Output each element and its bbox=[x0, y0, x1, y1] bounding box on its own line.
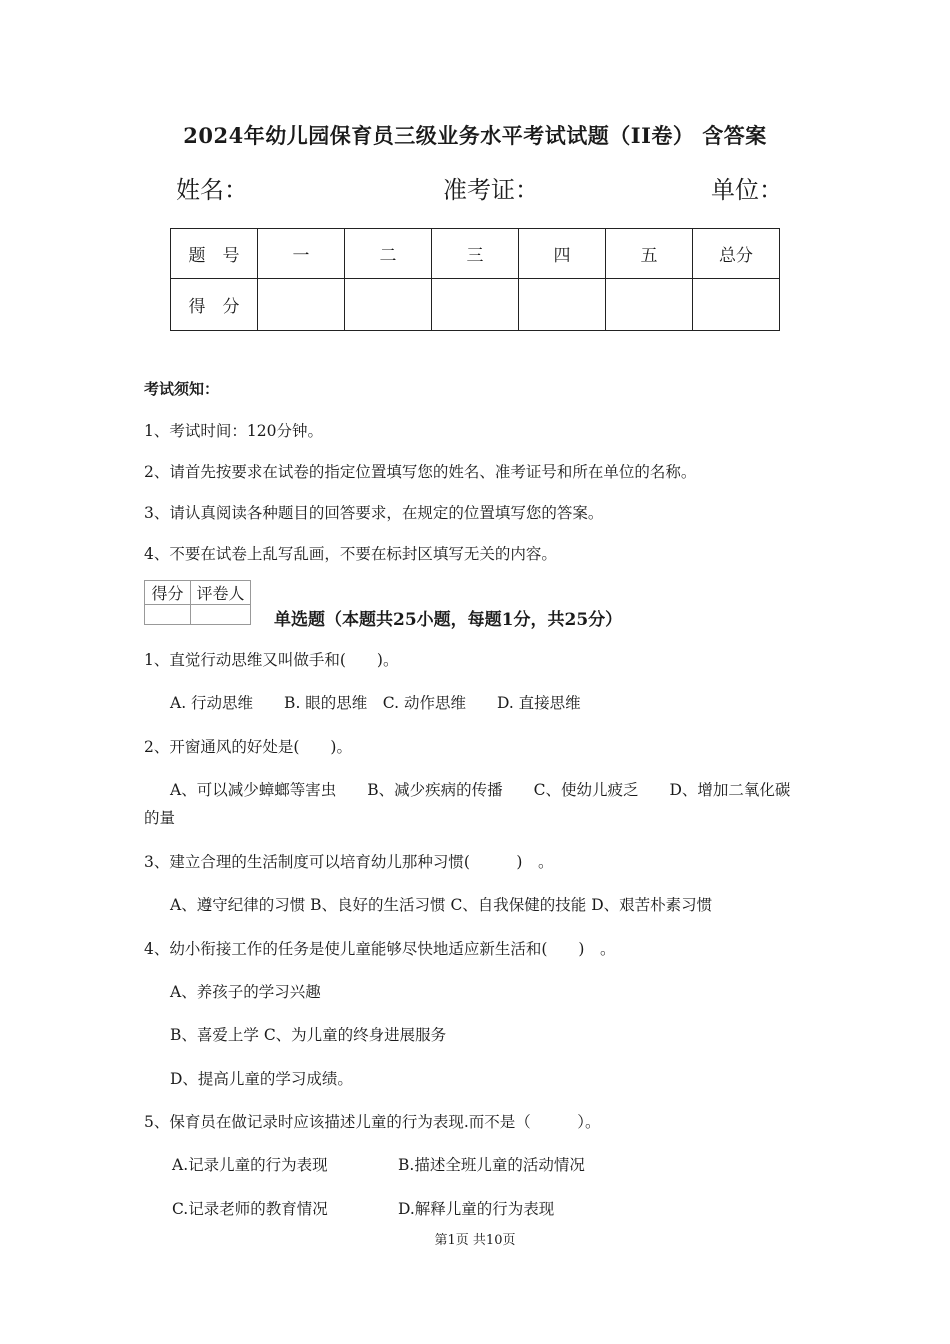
question-option: B、喜爱上学 C、为儿童的终身进展服务 bbox=[170, 1026, 447, 1044]
score-row-label: 得 分 bbox=[171, 279, 258, 331]
section-title: 单选题（本题共25小题，每题1分，共25分） bbox=[274, 610, 623, 630]
score-table-header-row bbox=[171, 229, 780, 279]
question-option: D.解释儿童的行为表现 bbox=[398, 1200, 555, 1218]
question-option: C.记录老师的教育情况 bbox=[172, 1200, 328, 1218]
score-cell bbox=[432, 279, 519, 331]
score-header-cell: 三 bbox=[432, 229, 519, 279]
question-stem: 4、幼小衔接工作的任务是使儿童能够尽快地适应新生活和( ) 。 bbox=[144, 940, 616, 958]
question-stem: 3、建立合理的生活制度可以培育幼儿那种习惯( ) 。 bbox=[144, 853, 554, 871]
score-table bbox=[170, 228, 780, 331]
score-header-cell: 四 bbox=[519, 229, 606, 279]
unit-field-label: 单位： bbox=[711, 176, 783, 204]
question-option: A、养孩子的学习兴趣 bbox=[170, 983, 321, 1001]
grader-score-cell bbox=[145, 605, 191, 625]
question-option: A.记录儿童的行为表现 bbox=[172, 1156, 328, 1174]
grader-score-label: 得分 bbox=[145, 581, 191, 605]
score-cell bbox=[693, 279, 780, 331]
score-cell bbox=[345, 279, 432, 331]
score-cell bbox=[258, 279, 345, 331]
question-stem: 5、保育员在做记录时应该描述儿童的行为表现.而不是（ ）。 bbox=[144, 1113, 601, 1131]
grader-box bbox=[144, 580, 251, 625]
score-header-cell: 总分 bbox=[693, 229, 780, 279]
score-header-cell: 题 号 bbox=[171, 229, 258, 279]
question-options: A. 行动思维 B. 眼的思维 C. 动作思维 D. 直接思维 bbox=[170, 694, 581, 712]
page-footer: 第1页 共10页 bbox=[434, 1233, 516, 1248]
notice-item: 3、请认真阅读各种题目的回答要求，在规定的位置填写您的答案。 bbox=[144, 504, 604, 522]
question-stem: 2、开窗通风的好处是( )。 bbox=[144, 738, 352, 756]
question-option: B.描述全班儿童的活动情况 bbox=[398, 1156, 585, 1174]
score-cell bbox=[519, 279, 606, 331]
question-options-continued: 的量 bbox=[144, 809, 176, 827]
score-header-cell: 五 bbox=[606, 229, 693, 279]
name-field-label: 姓名： bbox=[176, 176, 248, 204]
score-cell bbox=[606, 279, 693, 331]
notice-item: 2、请首先按要求在试卷的指定位置填写您的姓名、准考证号和所在单位的名称。 bbox=[144, 463, 697, 481]
notice-item: 4、不要在试卷上乱写乱画，不要在标封区填写无关的内容。 bbox=[144, 545, 557, 563]
exam-number-field-label: 准考证： bbox=[443, 176, 539, 204]
question-stem: 1、直觉行动思维又叫做手和( )。 bbox=[144, 651, 399, 669]
question-options: A、可以减少蟑螂等害虫 B、减少疾病的传播 C、使幼儿疲乏 D、增加二氧化碳 bbox=[170, 781, 791, 799]
document-title: 2024年幼儿园保育员三级业务水平考试试题（II卷） 含答案 bbox=[183, 123, 767, 148]
score-table-score-row bbox=[171, 279, 780, 331]
score-header-cell: 一 bbox=[258, 229, 345, 279]
question-option: D、提高儿童的学习成绩。 bbox=[170, 1070, 353, 1088]
notice-heading: 考试须知： bbox=[144, 380, 220, 398]
notice-item: 1、考试时间：120分钟。 bbox=[144, 422, 323, 440]
question-options: A、遵守纪律的习惯 B、良好的生活习惯 C、自我保健的技能 D、艰苦朴素习惯 bbox=[170, 896, 713, 914]
grader-name-cell bbox=[191, 605, 251, 625]
grader-name-label: 评卷人 bbox=[191, 581, 251, 605]
score-header-cell: 二 bbox=[345, 229, 432, 279]
